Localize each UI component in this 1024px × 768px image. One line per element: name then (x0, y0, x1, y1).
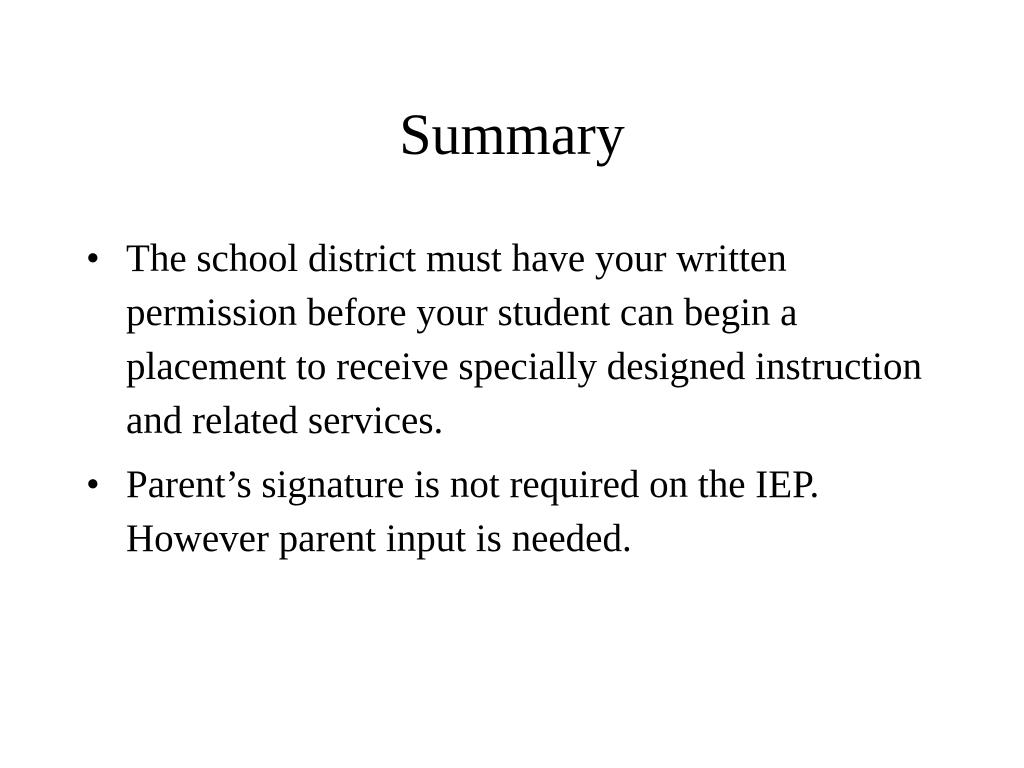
bullet-list (82, 232, 962, 576)
bullet-item-2 (82, 458, 962, 566)
bullet-marker: • (86, 463, 100, 506)
bullet-text: The school district must have your written permission before your student can begin a placement to receive specially designed instruction and related services. (126, 237, 922, 442)
bullet-marker: • (86, 237, 100, 280)
bullet-text: Parent’s signature is not required on the IEP. However parent input is needed. (126, 463, 820, 560)
slide-title: Summary (399, 102, 625, 167)
bullet-item-1 (82, 232, 962, 448)
